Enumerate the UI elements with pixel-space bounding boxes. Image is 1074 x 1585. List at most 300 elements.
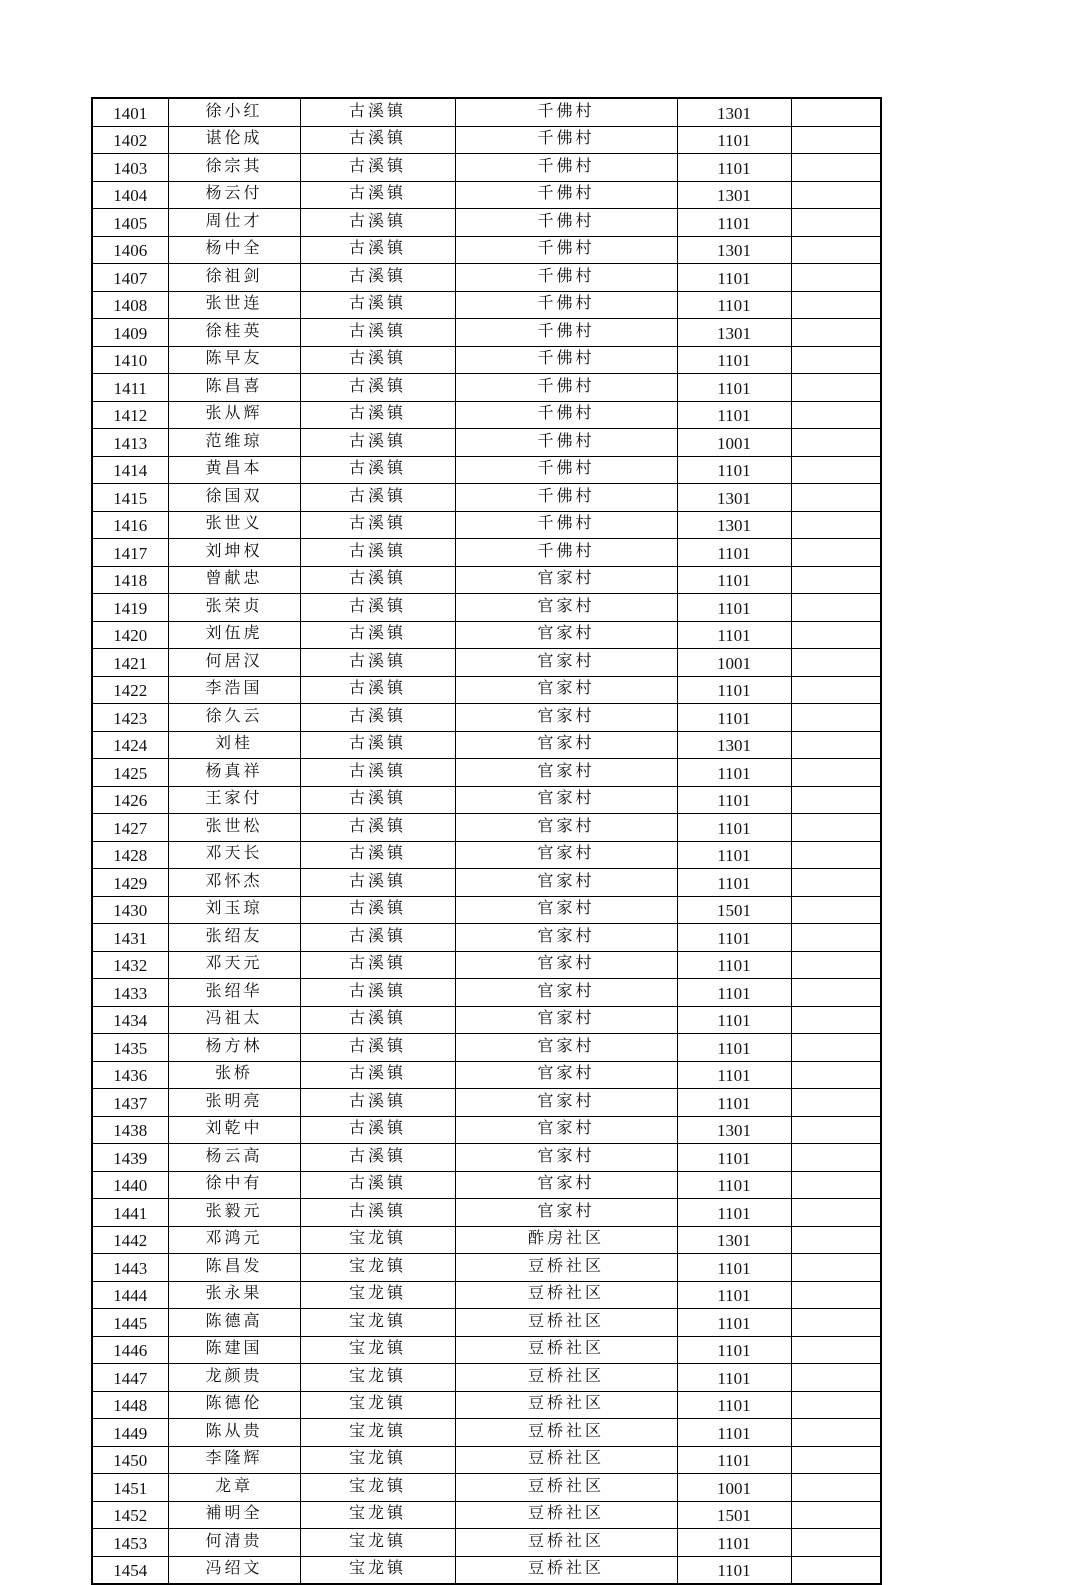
code-cell: 1101 — [677, 1529, 791, 1557]
table-row — [92, 1061, 881, 1089]
table-row — [92, 1226, 881, 1254]
remark-cell — [791, 1226, 881, 1254]
row-number-cell: 1427 — [92, 814, 168, 842]
name-cell: 邓天元 — [168, 951, 300, 979]
town-cell: 古溪镇 — [300, 1006, 455, 1034]
table-row — [92, 181, 881, 209]
row-number-cell: 1436 — [92, 1061, 168, 1089]
table-row — [92, 1254, 881, 1282]
code-cell: 1101 — [677, 621, 791, 649]
name-cell: 龙章 — [168, 1474, 300, 1502]
town-cell: 古溪镇 — [300, 429, 455, 457]
table-row — [92, 566, 881, 594]
remark-cell — [791, 319, 881, 347]
name-cell: 张绍友 — [168, 924, 300, 952]
code-cell: 1101 — [677, 291, 791, 319]
row-number-cell: 1409 — [92, 319, 168, 347]
row-number-cell: 1403 — [92, 154, 168, 182]
town-cell: 古溪镇 — [300, 1034, 455, 1062]
village-cell: 官家村 — [455, 566, 677, 594]
town-cell: 古溪镇 — [300, 154, 455, 182]
village-cell: 官家村 — [455, 1034, 677, 1062]
row-number-cell: 1432 — [92, 951, 168, 979]
remark-cell — [791, 401, 881, 429]
remark-cell — [791, 786, 881, 814]
row-number-cell: 1434 — [92, 1006, 168, 1034]
remark-cell — [791, 1336, 881, 1364]
code-cell: 1101 — [677, 1171, 791, 1199]
town-cell: 古溪镇 — [300, 1144, 455, 1172]
remark-cell — [791, 621, 881, 649]
village-cell: 千佛村 — [455, 264, 677, 292]
table-row — [92, 429, 881, 457]
row-number-cell: 1438 — [92, 1116, 168, 1144]
village-cell: 千佛村 — [455, 98, 677, 126]
name-cell: 陈德伦 — [168, 1391, 300, 1419]
code-cell: 1101 — [677, 1034, 791, 1062]
code-cell: 1101 — [677, 456, 791, 484]
remark-cell — [791, 484, 881, 512]
name-cell: 冯绍文 — [168, 1556, 300, 1584]
name-cell: 刘乾中 — [168, 1116, 300, 1144]
table-row — [92, 1556, 881, 1584]
name-cell: 陈从贵 — [168, 1419, 300, 1447]
row-number-cell: 1411 — [92, 374, 168, 402]
code-cell: 1101 — [677, 209, 791, 237]
remark-cell — [791, 374, 881, 402]
remark-cell — [791, 979, 881, 1007]
code-cell: 1301 — [677, 236, 791, 264]
code-cell: 1101 — [677, 786, 791, 814]
code-cell: 1101 — [677, 869, 791, 897]
code-cell: 1301 — [677, 511, 791, 539]
row-number-cell: 1442 — [92, 1226, 168, 1254]
town-cell: 古溪镇 — [300, 291, 455, 319]
code-cell: 1101 — [677, 264, 791, 292]
table-row — [92, 1281, 881, 1309]
town-cell: 古溪镇 — [300, 621, 455, 649]
code-cell: 1101 — [677, 1281, 791, 1309]
row-number-cell: 1410 — [92, 346, 168, 374]
remark-cell — [791, 896, 881, 924]
table-row — [92, 1199, 881, 1227]
table-row — [92, 401, 881, 429]
table-row — [92, 1501, 881, 1529]
name-cell: 陈昌发 — [168, 1254, 300, 1282]
town-cell: 古溪镇 — [300, 484, 455, 512]
code-cell: 1101 — [677, 676, 791, 704]
name-cell: 陈德高 — [168, 1309, 300, 1337]
town-cell: 宝龙镇 — [300, 1501, 455, 1529]
village-cell: 官家村 — [455, 1061, 677, 1089]
table-row — [92, 1474, 881, 1502]
table-row — [92, 264, 881, 292]
row-number-cell: 1433 — [92, 979, 168, 1007]
name-cell: 刘坤权 — [168, 539, 300, 567]
name-cell: 曾献忠 — [168, 566, 300, 594]
code-cell: 1001 — [677, 1474, 791, 1502]
remark-cell — [791, 759, 881, 787]
town-cell: 古溪镇 — [300, 1171, 455, 1199]
remark-cell — [791, 126, 881, 154]
remark-cell — [791, 704, 881, 732]
table-row — [92, 98, 881, 126]
row-number-cell: 1423 — [92, 704, 168, 732]
row-number-cell: 1449 — [92, 1419, 168, 1447]
town-cell: 古溪镇 — [300, 676, 455, 704]
code-cell: 1101 — [677, 126, 791, 154]
row-number-cell: 1444 — [92, 1281, 168, 1309]
village-cell: 官家村 — [455, 814, 677, 842]
table-row — [92, 209, 881, 237]
name-cell: 邓怀杰 — [168, 869, 300, 897]
name-cell: 陈建国 — [168, 1336, 300, 1364]
remark-cell — [791, 291, 881, 319]
code-cell: 1101 — [677, 1309, 791, 1337]
remark-cell — [791, 1474, 881, 1502]
row-number-cell: 1431 — [92, 924, 168, 952]
name-cell: 杨云高 — [168, 1144, 300, 1172]
name-cell: 张绍华 — [168, 979, 300, 1007]
row-number-cell: 1417 — [92, 539, 168, 567]
remark-cell — [791, 346, 881, 374]
town-cell: 宝龙镇 — [300, 1419, 455, 1447]
row-number-cell: 1451 — [92, 1474, 168, 1502]
town-cell: 古溪镇 — [300, 1061, 455, 1089]
village-cell: 千佛村 — [455, 209, 677, 237]
town-cell: 古溪镇 — [300, 346, 455, 374]
town-cell: 古溪镇 — [300, 456, 455, 484]
code-cell: 1301 — [677, 1116, 791, 1144]
name-cell: 张毅元 — [168, 1199, 300, 1227]
remark-cell — [791, 429, 881, 457]
table-row — [92, 346, 881, 374]
table-row — [92, 676, 881, 704]
name-cell: 刘伍虎 — [168, 621, 300, 649]
name-cell: 杨方林 — [168, 1034, 300, 1062]
village-cell: 官家村 — [455, 951, 677, 979]
row-number-cell: 1440 — [92, 1171, 168, 1199]
name-cell: 杨中全 — [168, 236, 300, 264]
village-cell: 豆桥社区 — [455, 1391, 677, 1419]
code-cell: 1101 — [677, 1336, 791, 1364]
code-cell: 1101 — [677, 401, 791, 429]
row-number-cell: 1404 — [92, 181, 168, 209]
row-number-cell: 1435 — [92, 1034, 168, 1062]
town-cell: 古溪镇 — [300, 319, 455, 347]
remark-cell — [791, 566, 881, 594]
table-row — [92, 1529, 881, 1557]
remark-cell — [791, 1254, 881, 1282]
town-cell: 古溪镇 — [300, 759, 455, 787]
code-cell: 1101 — [677, 154, 791, 182]
town-cell: 古溪镇 — [300, 841, 455, 869]
name-cell: 杨云付 — [168, 181, 300, 209]
town-cell: 宝龙镇 — [300, 1364, 455, 1392]
table-row — [92, 869, 881, 897]
village-cell: 豆桥社区 — [455, 1446, 677, 1474]
remark-cell — [791, 209, 881, 237]
remark-cell — [791, 98, 881, 126]
code-cell: 1101 — [677, 979, 791, 1007]
remark-cell — [791, 1419, 881, 1447]
code-cell: 1101 — [677, 1446, 791, 1474]
name-cell: 陈早友 — [168, 346, 300, 374]
village-cell: 千佛村 — [455, 484, 677, 512]
name-cell: 徐祖剑 — [168, 264, 300, 292]
town-cell: 古溪镇 — [300, 731, 455, 759]
row-number-cell: 1406 — [92, 236, 168, 264]
town-cell: 古溪镇 — [300, 1116, 455, 1144]
village-cell: 千佛村 — [455, 346, 677, 374]
remark-cell — [791, 1281, 881, 1309]
name-cell: 范维琼 — [168, 429, 300, 457]
village-cell: 官家村 — [455, 594, 677, 622]
town-cell: 古溪镇 — [300, 786, 455, 814]
remark-cell — [791, 236, 881, 264]
row-number-cell: 1439 — [92, 1144, 168, 1172]
table-row — [92, 1116, 881, 1144]
row-number-cell: 1421 — [92, 649, 168, 677]
village-cell: 千佛村 — [455, 374, 677, 402]
table-row — [92, 759, 881, 787]
town-cell: 古溪镇 — [300, 951, 455, 979]
code-cell: 1101 — [677, 951, 791, 979]
village-cell: 千佛村 — [455, 429, 677, 457]
row-number-cell: 1426 — [92, 786, 168, 814]
village-cell: 千佛村 — [455, 511, 677, 539]
table-row — [92, 1391, 881, 1419]
remark-cell — [791, 154, 881, 182]
table-row — [92, 484, 881, 512]
table-row — [92, 319, 881, 347]
town-cell: 宝龙镇 — [300, 1556, 455, 1584]
village-cell: 豆桥社区 — [455, 1336, 677, 1364]
row-number-cell: 1405 — [92, 209, 168, 237]
village-cell: 官家村 — [455, 649, 677, 677]
name-cell: 徐宗其 — [168, 154, 300, 182]
remark-cell — [791, 1446, 881, 1474]
village-cell: 官家村 — [455, 1089, 677, 1117]
code-cell: 1301 — [677, 181, 791, 209]
table-row — [92, 1089, 881, 1117]
code-cell: 1101 — [677, 539, 791, 567]
name-cell: 张明亮 — [168, 1089, 300, 1117]
name-cell: 张世连 — [168, 291, 300, 319]
code-cell: 1101 — [677, 1254, 791, 1282]
town-cell: 古溪镇 — [300, 209, 455, 237]
name-cell: 龙颜贵 — [168, 1364, 300, 1392]
row-number-cell: 1401 — [92, 98, 168, 126]
table-row — [92, 814, 881, 842]
row-number-cell: 1446 — [92, 1336, 168, 1364]
town-cell: 宝龙镇 — [300, 1309, 455, 1337]
name-cell: 杨真祥 — [168, 759, 300, 787]
name-cell: 陈昌喜 — [168, 374, 300, 402]
remark-cell — [791, 814, 881, 842]
town-cell: 古溪镇 — [300, 1089, 455, 1117]
name-cell: 徐国双 — [168, 484, 300, 512]
table-row — [92, 896, 881, 924]
row-number-cell: 1419 — [92, 594, 168, 622]
town-cell: 古溪镇 — [300, 649, 455, 677]
code-cell: 1101 — [677, 814, 791, 842]
village-cell: 豆桥社区 — [455, 1556, 677, 1584]
town-cell: 宝龙镇 — [300, 1336, 455, 1364]
town-cell: 古溪镇 — [300, 236, 455, 264]
table-row — [92, 1006, 881, 1034]
table-row — [92, 979, 881, 1007]
table-row — [92, 841, 881, 869]
name-cell: 张从辉 — [168, 401, 300, 429]
table-row — [92, 1446, 881, 1474]
code-cell: 1101 — [677, 594, 791, 622]
table-row — [92, 374, 881, 402]
row-number-cell: 1448 — [92, 1391, 168, 1419]
name-cell: 李隆辉 — [168, 1446, 300, 1474]
town-cell: 宝龙镇 — [300, 1391, 455, 1419]
row-number-cell: 1453 — [92, 1529, 168, 1557]
town-cell: 古溪镇 — [300, 511, 455, 539]
row-number-cell: 1437 — [92, 1089, 168, 1117]
town-cell: 古溪镇 — [300, 1199, 455, 1227]
code-cell: 1101 — [677, 841, 791, 869]
code-cell: 1101 — [677, 1364, 791, 1392]
town-cell: 古溪镇 — [300, 264, 455, 292]
roster-table-body — [92, 98, 881, 1584]
village-cell: 官家村 — [455, 759, 677, 787]
remark-cell — [791, 1501, 881, 1529]
remark-cell — [791, 264, 881, 292]
village-cell: 官家村 — [455, 1199, 677, 1227]
code-cell: 1101 — [677, 1391, 791, 1419]
village-cell: 千佛村 — [455, 291, 677, 319]
code-cell: 1101 — [677, 346, 791, 374]
name-cell: 张世松 — [168, 814, 300, 842]
remark-cell — [791, 1309, 881, 1337]
row-number-cell: 1408 — [92, 291, 168, 319]
name-cell: 刘玉琼 — [168, 896, 300, 924]
row-number-cell: 1402 — [92, 126, 168, 154]
name-cell: 冯祖太 — [168, 1006, 300, 1034]
row-number-cell: 1452 — [92, 1501, 168, 1529]
row-number-cell: 1445 — [92, 1309, 168, 1337]
name-cell: 黄昌本 — [168, 456, 300, 484]
village-cell: 官家村 — [455, 786, 677, 814]
name-cell: 徐久云 — [168, 704, 300, 732]
village-cell: 千佛村 — [455, 401, 677, 429]
town-cell: 古溪镇 — [300, 704, 455, 732]
remark-cell — [791, 1391, 881, 1419]
village-cell: 豆桥社区 — [455, 1364, 677, 1392]
row-number-cell: 1407 — [92, 264, 168, 292]
village-cell: 豆桥社区 — [455, 1474, 677, 1502]
table-row — [92, 1419, 881, 1447]
name-cell: 邓天长 — [168, 841, 300, 869]
code-cell: 1001 — [677, 649, 791, 677]
name-cell: 邓鸿元 — [168, 1226, 300, 1254]
table-row — [92, 291, 881, 319]
row-number-cell: 1418 — [92, 566, 168, 594]
town-cell: 古溪镇 — [300, 594, 455, 622]
town-cell: 古溪镇 — [300, 979, 455, 1007]
remark-cell — [791, 456, 881, 484]
table-row — [92, 649, 881, 677]
code-cell: 1101 — [677, 1061, 791, 1089]
row-number-cell: 1454 — [92, 1556, 168, 1584]
table-row — [92, 1144, 881, 1172]
town-cell: 宝龙镇 — [300, 1474, 455, 1502]
code-cell: 1301 — [677, 98, 791, 126]
village-cell: 豆桥社区 — [455, 1254, 677, 1282]
village-cell: 官家村 — [455, 1144, 677, 1172]
village-cell: 酢房社区 — [455, 1226, 677, 1254]
table-row — [92, 951, 881, 979]
remark-cell — [791, 676, 881, 704]
table-row — [92, 1034, 881, 1062]
row-number-cell: 1428 — [92, 841, 168, 869]
name-cell: 王家付 — [168, 786, 300, 814]
remark-cell — [791, 1089, 881, 1117]
village-cell: 豆桥社区 — [455, 1419, 677, 1447]
village-cell: 官家村 — [455, 1006, 677, 1034]
table-row — [92, 511, 881, 539]
remark-cell — [791, 511, 881, 539]
village-cell: 官家村 — [455, 924, 677, 952]
name-cell: 徐桂英 — [168, 319, 300, 347]
village-cell: 官家村 — [455, 896, 677, 924]
village-cell: 千佛村 — [455, 181, 677, 209]
code-cell: 1301 — [677, 1226, 791, 1254]
code-cell: 1501 — [677, 896, 791, 924]
village-cell: 官家村 — [455, 704, 677, 732]
remark-cell — [791, 1199, 881, 1227]
code-cell: 1001 — [677, 429, 791, 457]
name-cell: 李浩国 — [168, 676, 300, 704]
code-cell: 1301 — [677, 484, 791, 512]
name-cell: 補明全 — [168, 1501, 300, 1529]
town-cell: 宝龙镇 — [300, 1529, 455, 1557]
code-cell: 1101 — [677, 1199, 791, 1227]
code-cell: 1101 — [677, 759, 791, 787]
code-cell: 1301 — [677, 731, 791, 759]
remark-cell — [791, 539, 881, 567]
town-cell: 宝龙镇 — [300, 1281, 455, 1309]
village-cell: 豆桥社区 — [455, 1529, 677, 1557]
remark-cell — [791, 1556, 881, 1584]
remark-cell — [791, 1144, 881, 1172]
remark-cell — [791, 1171, 881, 1199]
name-cell: 何清贵 — [168, 1529, 300, 1557]
remark-cell — [791, 841, 881, 869]
village-cell: 豆桥社区 — [455, 1501, 677, 1529]
village-cell: 豆桥社区 — [455, 1309, 677, 1337]
name-cell: 张荣贞 — [168, 594, 300, 622]
village-cell: 千佛村 — [455, 126, 677, 154]
remark-cell — [791, 924, 881, 952]
table-row — [92, 236, 881, 264]
town-cell: 古溪镇 — [300, 374, 455, 402]
town-cell: 古溪镇 — [300, 566, 455, 594]
row-number-cell: 1420 — [92, 621, 168, 649]
village-cell: 千佛村 — [455, 539, 677, 567]
name-cell: 何居汉 — [168, 649, 300, 677]
name-cell: 刘桂 — [168, 731, 300, 759]
town-cell: 古溪镇 — [300, 814, 455, 842]
table-row — [92, 786, 881, 814]
town-cell: 古溪镇 — [300, 539, 455, 567]
row-number-cell: 1429 — [92, 869, 168, 897]
